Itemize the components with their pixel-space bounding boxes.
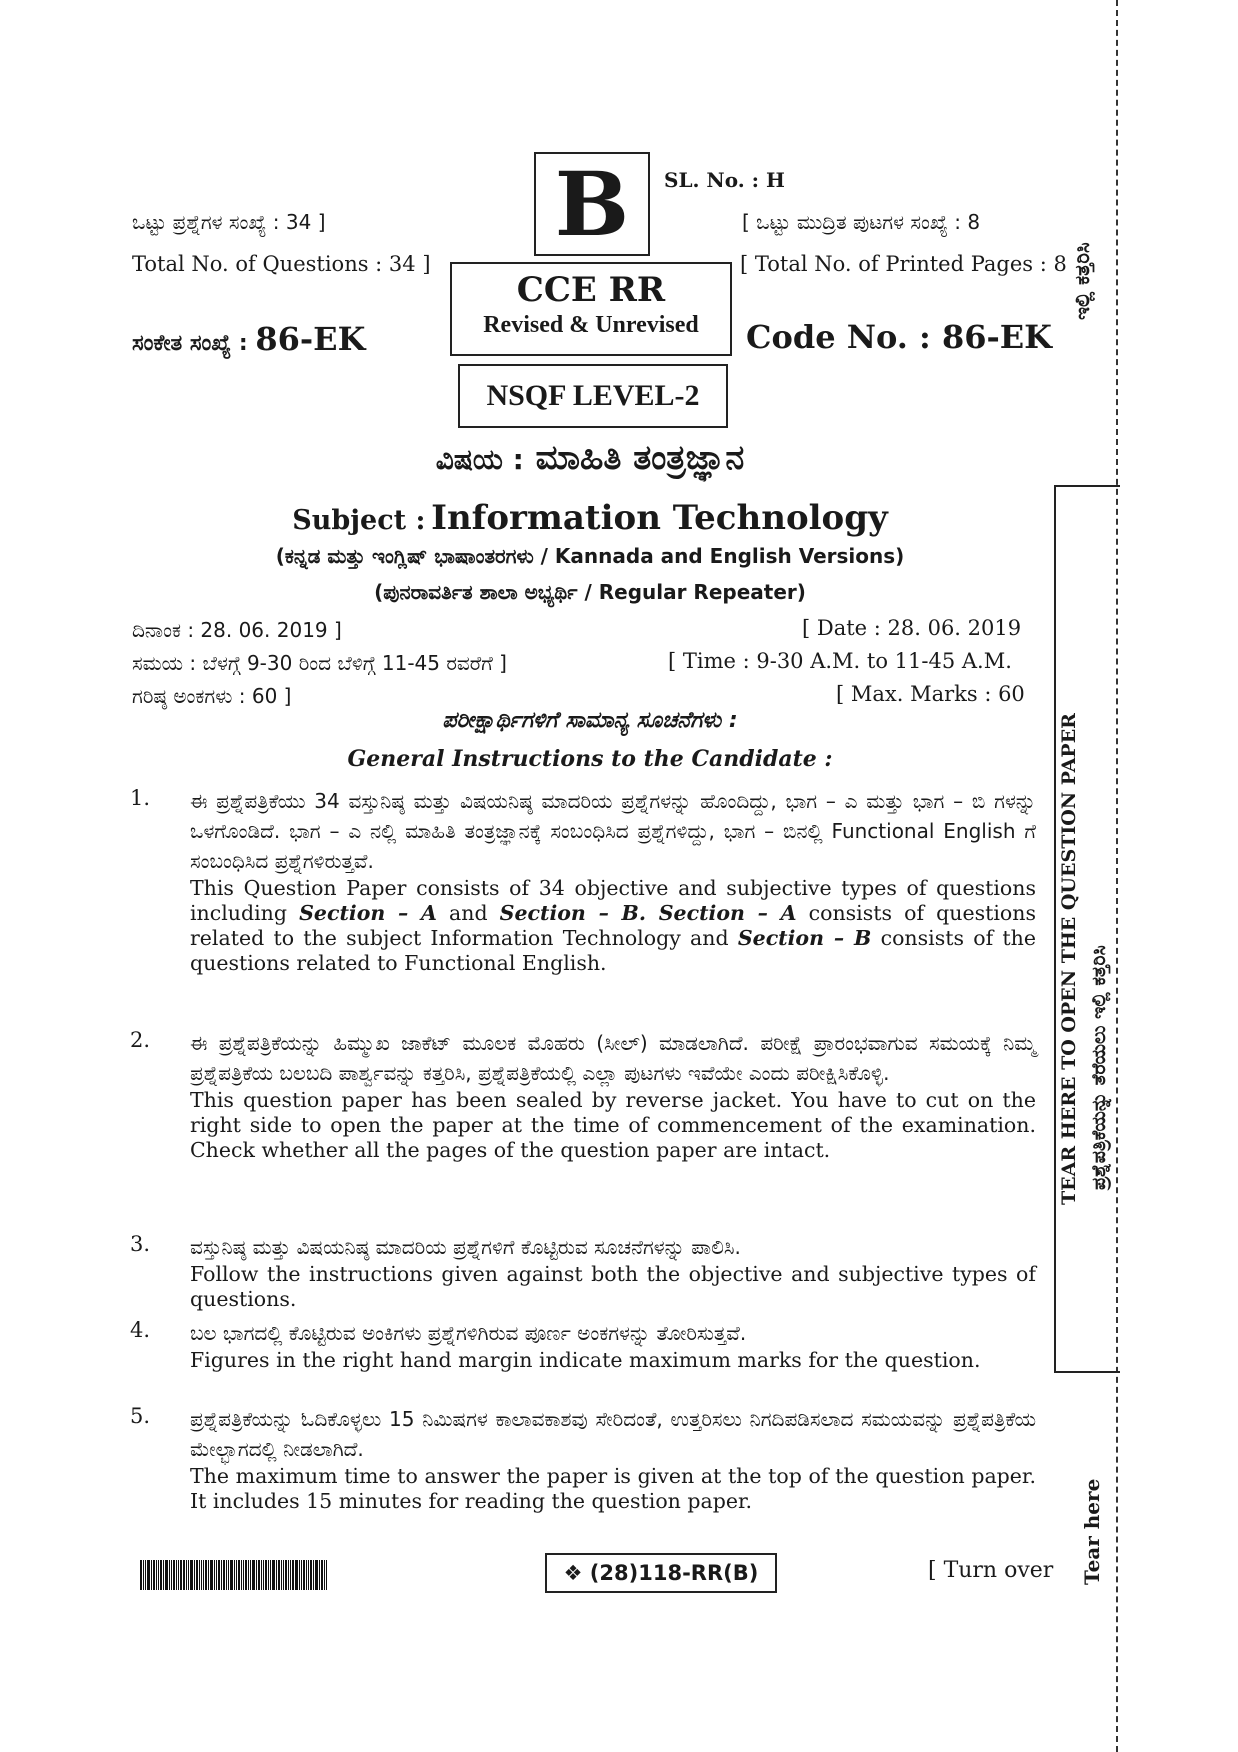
instructions-heading-kn: ಪರೀಕ್ಷಾರ್ಥಿಗಳಿಗೆ ಸಾಮಾನ್ಯ ಸೂಚನೆಗಳು :	[442, 708, 738, 733]
subject-en-label: Subject :	[292, 505, 426, 536]
serial-no: SL. No. : H	[664, 168, 785, 192]
tear-here-caps: TEAR HERE TO OPEN THE QUESTION PAPER	[1058, 713, 1080, 1205]
instruction-1	[130, 786, 1036, 976]
total-pages-kn: [ ಒಟ್ಟು ಮುದ್ರಿತ ಪುಟಗಳ ಸಂಖ್ಯೆ : 8	[742, 210, 981, 234]
subject-en-value: Information Technology	[431, 498, 888, 538]
time-en: [ Time : 9-30 A.M. to 11-45 A.M.	[668, 649, 1012, 673]
date-kn: ದಿನಾಂಕ : 28. 06. 2019 ]	[132, 618, 342, 642]
tear-here-kn-box: ಪ್ರಶ್ನೆಪತ್ರಿಕೆಯನ್ನು ತೆರೆಯಲು ಇಲ್ಲಿ ಕತ್ತರಿಸಿ	[1088, 945, 1110, 1190]
instruction-kn: ವಸ್ತುನಿಷ್ಠ ಮತ್ತು ವಿಷಯನಿಷ್ಠ ಮಾದರಿಯ ಪ್ರಶ್ನೆಗಳಿಗೆ ಕೊಟ್ಟಿರುವ ಸೂಚನೆಗಳನ್ನು ಪಾಲಿಸಿ.	[190, 1235, 741, 1259]
date-en: [ Date : 28. 06. 2019	[802, 616, 1022, 640]
tear-here-kn-top: ಇಲ್ಲಿ ಕತ್ತರಿಸಿ	[1070, 242, 1094, 320]
subject-kn	[0, 438, 1180, 478]
time-kn: ಸಮಯ : ಬೆಳಗ್ಗೆ 9-30 ರಿಂದ ಬೆಳಿಗ್ಗೆ 11-45 ರವರೆಗೆ ]	[132, 651, 507, 675]
instruction-en: This Question Paper consists of 34 objective and subjective types of questions including Section – A and Section – B. Section – A consists of questions related to the subject Information Technology and Section – B consists of the questions related to Functional English.	[190, 876, 1036, 975]
code-en-row	[746, 318, 1052, 356]
cce-box	[450, 262, 732, 356]
instruction-number: 4.	[130, 1318, 151, 1342]
code-value-kn: 86-EK	[255, 320, 366, 358]
instructions-heading-en: General Instructions to the Candidate :	[347, 746, 833, 772]
instruction-2	[130, 1028, 1036, 1163]
instruction-4	[130, 1318, 1036, 1373]
version-letter: B	[554, 152, 630, 256]
instruction-kn: ಈ ಪ್ರಶ್ನೆಪತ್ರಿಕೆಯನ್ನು ಹಿಮ್ಮುಖ ಜಾಕೆಟ್ ಮೂಲಕ ಮೊಹರು (ಸೀಲ್) ಮಾಡಲಾಗಿದೆ. ಪರೀಕ್ಷೆ ಪ್ರಾರಂಭವಾಗುವ ಸಮಯಕ್ಕೆ ನಿಮ್ಮ ಪ್ರಶ್ನೆಪತ್ರಿಕೆಯ ಬಲಬದಿ ಪಾರ್ಶ್ವವನ್ನು ಕತ್ತರಿಸಿ, ಪ್ರಶ್ನೆಪತ್ರಿಕೆಯಲ್ಲಿ ಎಲ್ಲಾ ಪುಟಗಳು ಇವೆಯೇ ಎಂದು ಪರೀಕ್ಷಿಸಿಕೊಳ್ಳಿ.	[190, 1031, 1036, 1085]
code-value-en: 86-EK	[941, 318, 1052, 356]
nsqf-label: NSQF LEVEL-2	[486, 379, 700, 412]
marks-kn: ಗರಿಷ್ಠ ಅಂಕಗಳು : 60 ]	[132, 684, 292, 708]
total-questions-kn: ಒಟ್ಟು ಪ್ರಶ್ನೆಗಳ ಸಂಖ್ಯೆ : 34 ]	[132, 210, 326, 234]
turn-over: [ Turn over	[928, 1558, 1054, 1583]
subject-en	[0, 498, 1180, 538]
instruction-number: 3.	[130, 1232, 151, 1256]
marks-en: [ Max. Marks : 60	[836, 682, 1025, 706]
subject-kn-value: ಮಾಹಿತಿ ತಂತ್ರಜ್ಞಾನ	[535, 438, 745, 478]
instruction-number: 5.	[130, 1404, 151, 1428]
instruction-en: Follow the instructions given against both the objective and subjective types of questions.	[190, 1262, 1036, 1311]
instruction-5	[130, 1404, 1036, 1514]
instruction-number: 1.	[130, 786, 151, 810]
total-pages-en: [ Total No. of Printed Pages : 8	[740, 252, 1067, 276]
instruction-kn: ಈ ಪ್ರಶ್ನೆಪತ್ರಿಕೆಯು 34 ವಸ್ತುನಿಷ್ಠ ಮತ್ತು ವಿಷಯನಿಷ್ಠ ಮಾದರಿಯ ಪ್ರಶ್ನೆಗಳನ್ನು ಹೊಂದಿದ್ದು, ಭಾಗ – ಎ ಮತ್ತು ಭಾಗ – ಬಿ ಗಳನ್ನು ಒಳಗೊಂಡಿದೆ. ಭಾಗ – ಎ ನಲ್ಲಿ ಮಾಹಿತಿ ತಂತ್ರಜ್ಞಾನಕ್ಕೆ ಸಂಬಂಧಿಸಿದ ಪ್ರಶ್ನೆಗಳಿದ್ದು, ಭಾಗ – ಬಿನಲ್ಲಿ Functional English ಗೆ ಸಂಬಂಧಿಸಿದ ಪ್ರಶ್ನೆಗಳಿರುತ್ತವೆ.	[190, 789, 1036, 873]
versions-line: (ಕನ್ನಡ ಮತ್ತು ಇಂಗ್ಲಿಷ್ ಭಾಷಾಂತರಗಳು / Kannada and English Versions)	[275, 544, 905, 568]
instruction-kn: ಬಲ ಭಾಗದಲ್ಲಿ ಕೊಟ್ಟಿರುವ ಅಂಕಿಗಳು ಪ್ರಶ್ನೆಗಳಿಗಿರುವ ಪೂರ್ಣ ಅಂಕಗಳನ್ನು ತೋರಿಸುತ್ತವೆ.	[190, 1321, 747, 1345]
cce-title: CCE RR	[516, 270, 666, 310]
repeater-line: (ಪುನರಾವರ್ತಿತ ಶಾಲಾ ಅಭ್ಯರ್ಥಿ / Regular Repeater)	[374, 580, 806, 604]
total-questions-en: Total No. of Questions : 34 ]	[132, 252, 431, 276]
nsqf-box	[458, 364, 728, 428]
instruction-3	[130, 1232, 1036, 1312]
instruction-kn: ಪ್ರಶ್ನೆಪತ್ರಿಕೆಯನ್ನು ಓದಿಕೊಳ್ಳಲು 15 ನಿಮಿಷಗಳ ಕಾಲಾವಕಾಶವು ಸೇರಿದಂತೆ, ಉತ್ತರಿಸಲು ನಿಗದಿಪಡಿಸಲಾದ ಸಮಯವನ್ನು ಪ್ರಶ್ನೆಪತ್ರಿಕೆಯ ಮೇಲ್ಭಾಗದಲ್ಲಿ ನೀಡಲಾಗಿದೆ.	[190, 1407, 1036, 1461]
subject-kn-label: ವಿಷಯ :	[435, 443, 524, 476]
instruction-en: This question paper has been sealed by reverse jacket. You have to cut on the right side to open the paper at the time of commencement of the examination. Check whether all the pages of the question paper are intact.	[190, 1088, 1036, 1162]
footer-code-box	[545, 1553, 777, 1593]
version-letter-box	[534, 152, 650, 256]
instruction-number: 2.	[130, 1028, 151, 1052]
cce-subtitle: Revised & Unrevised	[483, 312, 699, 338]
instruction-en: The maximum time to answer the paper is given at the top of the question paper. It includes 15 minutes for reading the question paper.	[190, 1464, 1036, 1513]
footer-code: ❖ (28)118-RR(B)	[563, 1561, 759, 1585]
tear-here-small: Tear here	[1080, 1478, 1104, 1585]
code-label-en: Code No. :	[746, 318, 931, 356]
code-label-kn: ಸಂಕೇತ ಸಂಖ್ಯೆ :	[132, 331, 248, 356]
instruction-en: Figures in the right hand margin indicate maximum marks for the question.	[190, 1348, 981, 1372]
barcode	[140, 1560, 384, 1590]
code-kn-row	[132, 320, 365, 358]
